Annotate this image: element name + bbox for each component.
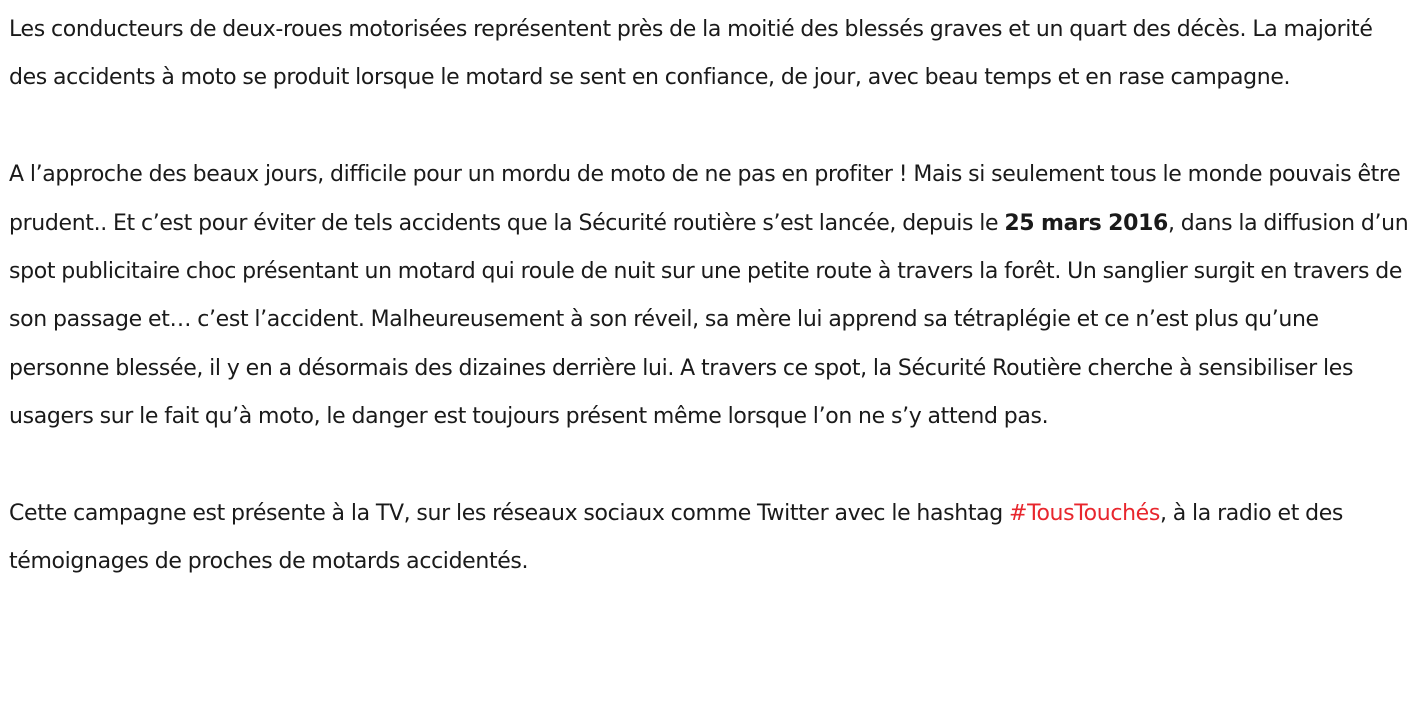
paragraph-text: Cette campagne est présente à la TV, sur les réseaux sociaux comme Twitter avec le hashtag <box>9 501 1010 527</box>
paragraph-intro: Les conducteurs de deux-roues motorisées représentent près de la moitié des blessés graves et un quart des décès. La majorité des accidents à moto se produit lorsque le motard se sent en confiance, de jour, avec beau temps et en rase campagne. <box>9 17 1373 91</box>
paragraph-text: A l’approche des beaux jours, difficile pour un mordu de moto de ne pas en profiter ! Mais si seulement tous le monde pouvais être prudent.. Et c’est pour éviter de tels accidents que la Sécurité routière s’est lancée, depuis le <box>9 162 1401 236</box>
paragraph-campaign-spot <box>9 151 1412 441</box>
paragraph-text: , dans la diffusion d’un spot publicitaire choc présentant un motard qui roule de nuit sur une petite route à travers la forêt. Un sanglier surgit en travers de son passage et… c’est l’accident. Malheureusement à son réveil, sa mère lui apprend sa tétraplégie et ce n’est plus qu’une personne blessée, il y en a désormais des dizaines derrière lui. A travers ce spot, la Sécurité Routière cherche à sensibiliser les usagers sur le fait qu’à moto, le danger est toujours présent même lorsque l’on ne s’y attend pas. <box>9 210 1409 430</box>
hashtag-link[interactable]: #TousTouchés <box>1009 501 1160 527</box>
paragraph-text: , à la radio et des témoignages de proches de motards accidentés. <box>9 501 1344 575</box>
paragraph-campaign-channels <box>9 490 1412 587</box>
campaign-start-date: 25 mars 2016 <box>1004 210 1168 236</box>
